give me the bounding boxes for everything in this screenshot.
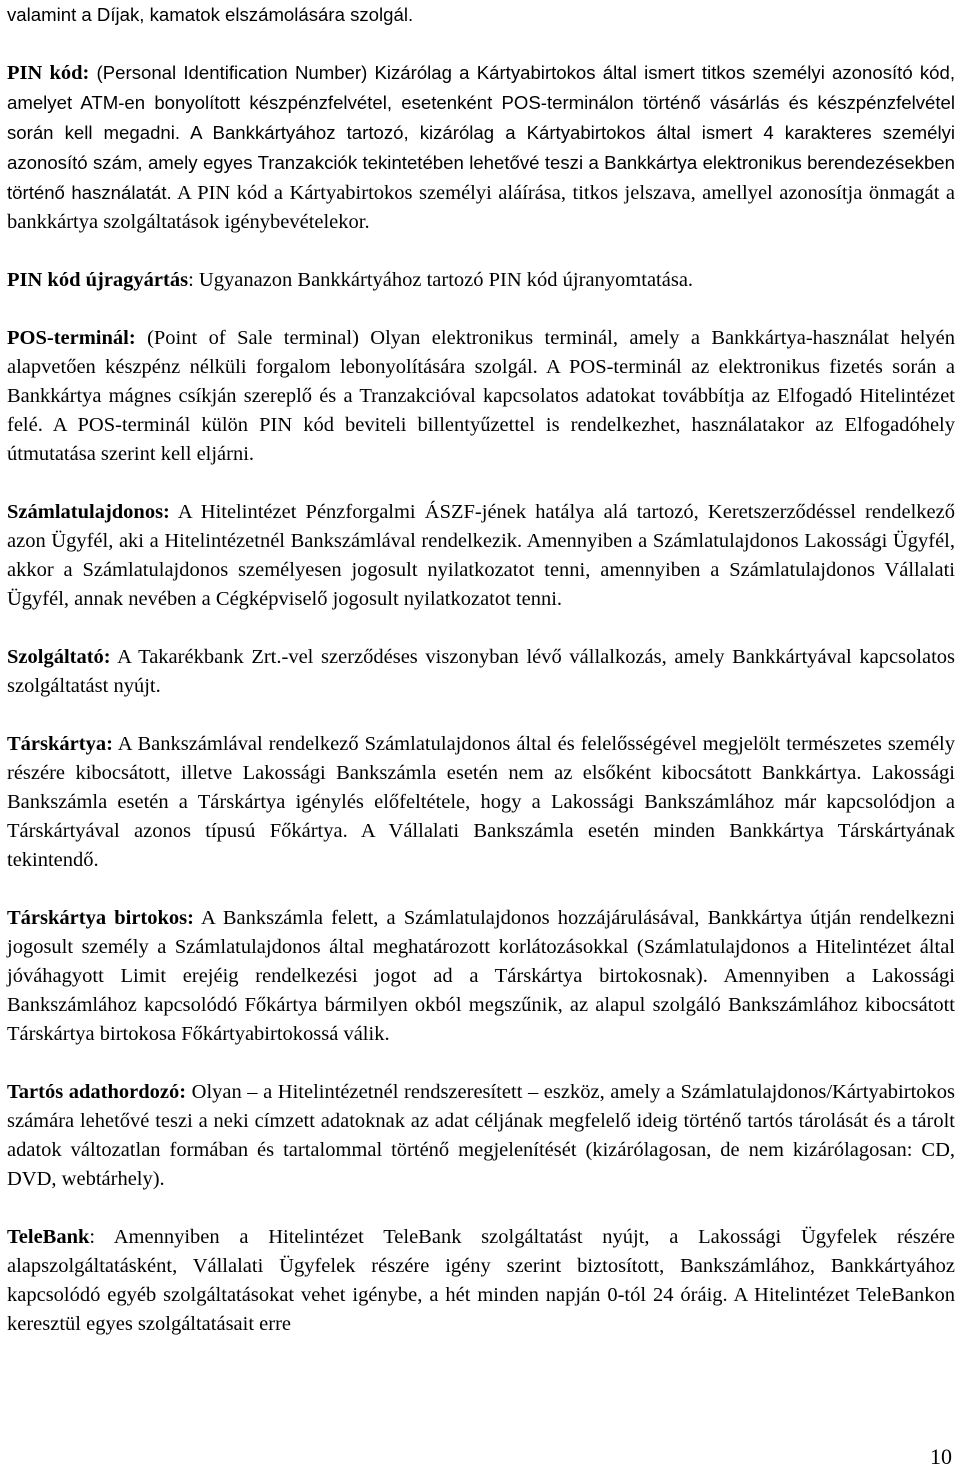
definition-pos-terminal-text: (Point of Sale terminal) Olyan elektronikus terminál, amely a Bankkártya-használat helyén alapvetően készpénz nélküli forgalom lebonyolítására szolgál. A POS-terminál az elektronikus fizetés során a Bankkártya mágnes csíkján szereplő és a Tranzakcióval kapcsolatos adatokat továbbítja az Elfogadó Hitelintézet felé. A POS-terminál külön PIN kód beviteli billentyűzettel is rendelkezhet, használatakor az Elfogadóhely útmutatása szerint kell eljárni. (7, 327, 955, 465)
definition-partner-card (7, 730, 955, 875)
definition-pin-reissue-text: : Ugyanazon Bankkártyához tartozó PIN kód újranyomtatása. (188, 269, 694, 291)
definition-partner-card-holder-text: A Bankszámla felett, a Számlatulajdonos hozzájárulásával, Bankkártya útján rendelkezni jogosult személy a Számlatulajdonos által meghatározott korlátozásokkal (Számlatulajdonos a Hitelintézet által jóváhagyott Limit erejéig rendelkezési jogot ad a Társkártya birtokosnak). Amennyiben a Lakossági Bankszámlához kapcsolódó Főkártya bármilyen okból megszűnik, az alapul szolgáló Bankszámlához kibocsátott Társkártya birtokosa Főkártyabirtokossá válik. (7, 907, 955, 1045)
definition-provider (7, 643, 955, 701)
term-pin-reissue: PIN kód újragyártás (7, 269, 189, 291)
definition-telebank (7, 1223, 955, 1339)
definition-pin-text-3: A PIN kód a Kártyabirtokos személyi aláírása, titkos jelszava, amellyel azonosítja önmagát a bankkártya szolgáltatások igénybevételekor. (7, 182, 955, 233)
definition-pin (7, 58, 955, 237)
definition-pos-terminal (7, 324, 955, 469)
definition-account-owner (7, 498, 955, 614)
term-provider: Szolgáltató: (7, 646, 111, 668)
definition-pin-reissue (7, 266, 955, 295)
definition-telebank-text: : Amennyiben a Hitelintézet TeleBank szolgáltatást nyújt, a Lakossági Ügyfelek részére alapszolgáltatásként, Vállalati Ügyfelek részére igény szerint biztosított, Bankszámlához, Bankkártyához kapcsolódó egyéb szolgáltatásokat vehet igénybe, a hét minden napján 0-tól 24 óráig. A Hitelintézet TeleBankon keresztül egyes szolgáltatásait erre (7, 1226, 955, 1335)
term-pin: PIN kód: (7, 62, 90, 84)
document-page (7, 0, 955, 1339)
term-account-owner: Számlatulajdonos: (7, 501, 170, 523)
term-partner-card-holder: Társkártya birtokos: (7, 907, 194, 929)
definition-partner-card-text: A Bankszámlával rendelkező Számlatulajdonos által és felelősségével megjelölt természetes személy részére kibocsátott, illetve Lakossági Bankszámla esetén nem az elsőként kibocsátott Bankkártya. Lakossági Bankszámla esetén a Társkártya igénylés előfeltétele, hogy a Lakossági Bankszámlához már kapcsolódjon a Társkártyával azonos típusú Főkártya. A Vállalati Bankszámla esetén minden Bankkártya Társkártyának tekintendő. (7, 733, 955, 871)
definition-pin-text-2: A Bankkártyához tartozó, kizárólag a Kártyabirtokos által ismert 4 karakteres személyi azonosító szám, amely egyes Tranzakciók tekintetében lehetővé teszi a Bankkártya elektronikus berendezésekben történő használatát. (7, 122, 956, 203)
page-number: 10 (930, 1444, 952, 1469)
term-telebank: TeleBank (7, 1226, 90, 1248)
definition-partner-card-holder (7, 904, 955, 1049)
top-fragment: valamint a Díjak, kamatok elszámolására szolgál. (7, 4, 414, 25)
definition-durable-medium (7, 1078, 955, 1194)
definition-provider-text: A Takarékbank Zrt.-vel szerződéses viszonyban lévő vállalkozás, amely Bankkártyával kapcsolatos szolgáltatást nyújt. (7, 646, 955, 697)
definition-durable-medium-text: Olyan – a Hitelintézetnél rendszeresített – eszköz, amely a Számlatulajdonos/Kártyabirtokos számára lehetővé teszi a neki címzett adatoknak az adat céljának megfelelő ideig történő tartós tárolását és a tárolt adatok változatlan formában és tartalommal történő megjelenítését (kizárólagosan, de nem kizárólagosan: CD, DVD, webtárhely). (7, 1081, 956, 1190)
definition-account-owner-text: A Hitelintézet Pénzforgalmi ÁSZF-jének hatálya alá tartozó, Keretszerződéssel rendelkező azon Ügyfél, aki a Hitelintézetnél Bankszámlával rendelkezik. Amennyiben a Számlatulajdonos Lakossági Ügyfél, akkor a Számlatulajdonos személyesen jogosult nyilatkozatot tenni, amennyiben a Számlatulajdonos Vállalati Ügyfél, annak nevében a Cégképviselő jogosult nyilatkozatot tenni. (7, 501, 955, 610)
term-partner-card: Társkártya: (7, 733, 113, 755)
term-pos-terminal: POS-terminál: (7, 327, 136, 349)
definition-pin-text-1: (Personal Identification Number) Kizárólag a Kártyabirtokos által ismert titkos személyi azonosító kód, amelyet ATM-en bonyolított készpénzfelvétel, esetenként POS-terminálon történő vásárlás és készpénzfelvétel során kell megadni. (7, 62, 956, 143)
term-durable-medium: Tartós adathordozó: (7, 1081, 187, 1103)
